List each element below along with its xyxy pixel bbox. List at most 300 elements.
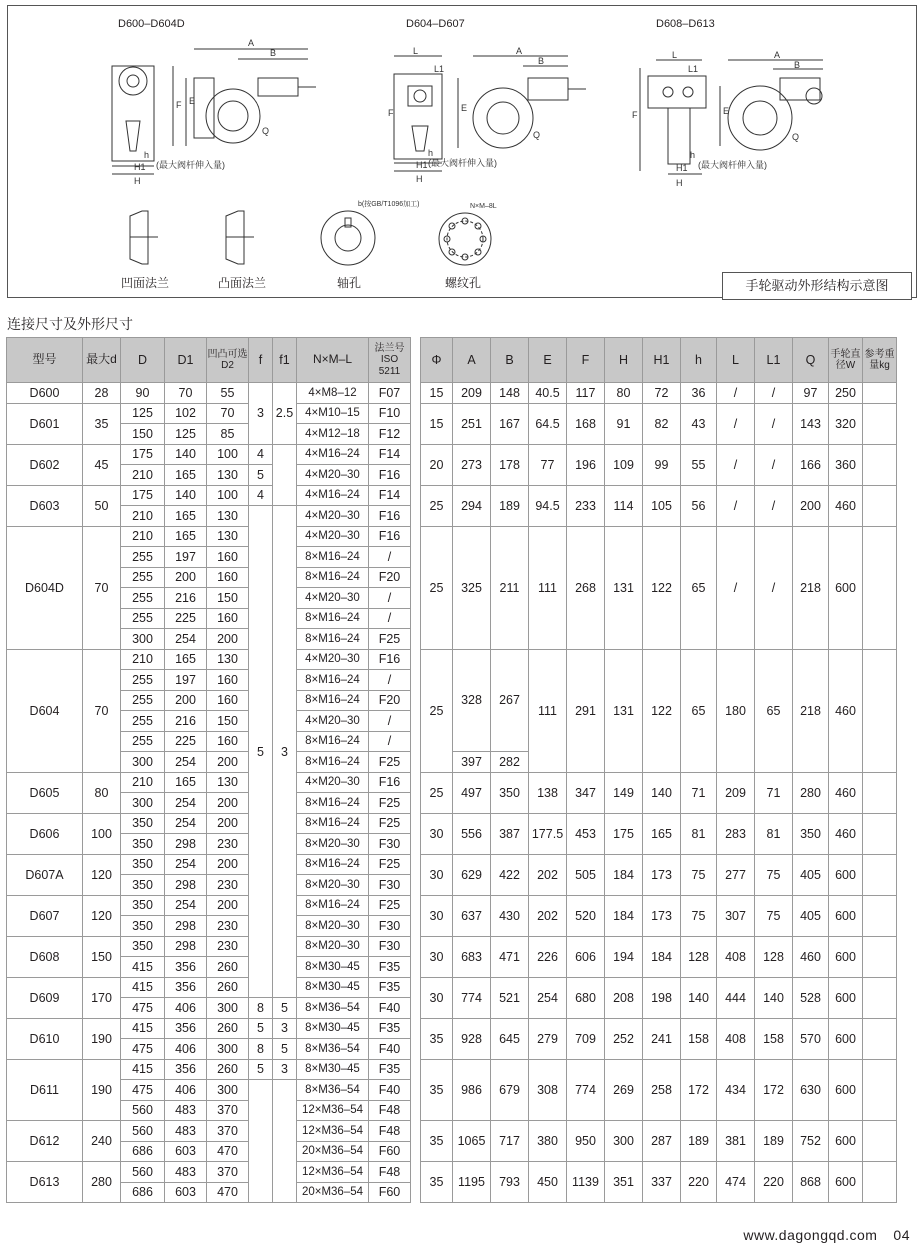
col-header: 手轮直径W [829,338,863,383]
col-header: E [529,338,567,383]
table-cell: 8 [249,1039,273,1060]
table-cell: 350 [121,916,165,937]
column-gap [411,338,421,383]
table-cell: 158 [755,1018,793,1059]
table-cell: 405 [793,854,829,895]
table-cell: 679 [491,1059,529,1121]
table-cell: 4×M8–12 [297,383,369,404]
table-cell: 165 [165,506,207,527]
table-cell: 70 [83,526,121,649]
table-cell: 200 [207,895,249,916]
table-cell: 131 [605,526,643,649]
table-cell: 165 [165,526,207,547]
table-cell: 25 [421,649,453,772]
table-cell: 686 [121,1141,165,1162]
col-header: 参考重量kg [863,338,897,383]
table-cell: 269 [605,1059,643,1121]
table-cell: 143 [793,403,829,444]
table-cell [249,1080,273,1203]
table-cell: 175 [121,485,165,506]
table-cell [863,1121,897,1162]
table-cell: 200 [207,752,249,773]
table-cell: 160 [207,547,249,568]
table-cell: 686 [121,1182,165,1203]
dim-H-3: H [676,178,683,188]
table-cell: F25 [369,895,411,916]
table-cell: 408 [717,936,755,977]
table-cell: 200 [165,567,207,588]
table-cell: 255 [121,690,165,711]
table-cell: 72 [643,383,681,404]
col-header: Φ [421,338,453,383]
table-cell: 240 [83,1121,121,1162]
table-cell: 320 [829,403,863,444]
table-cell: 255 [121,670,165,691]
table-cell: 406 [165,1039,207,1060]
table-cell: 165 [643,813,681,854]
table-cell: 475 [121,998,165,1019]
d1-handwheel [119,67,147,95]
table-cell: 356 [165,1059,207,1080]
table-cell: 20×M36–54 [297,1141,369,1162]
table-cell: 5 [249,1059,273,1080]
diagram-caption: 手轮驱动外形结构示意图 [722,272,912,300]
table-cell: 75 [755,854,793,895]
dim-L1-2: L1 [434,64,445,74]
table-cell: 178 [491,444,529,485]
col-header: B [491,338,529,383]
table-cell: F20 [369,567,411,588]
dim-B-1: B [270,48,277,58]
table-cell: 600 [829,1059,863,1121]
table-cell: 1195 [453,1162,491,1203]
table-cell: 140 [165,485,207,506]
table-cell: 20×M36–54 [297,1182,369,1203]
table-cell: 8×M16–24 [297,547,369,568]
table-cell: 65 [681,526,717,649]
dim-L1-3: L1 [688,64,699,74]
table-row [7,485,897,506]
cell-model: D606 [7,813,83,854]
table-cell: 140 [165,444,207,465]
table-cell: 291 [567,649,605,772]
table-row [7,854,897,875]
table-cell: 122 [643,649,681,772]
table-cell: 111 [529,649,567,772]
table-cell: 71 [755,772,793,813]
dim-H1-3: H1 [676,163,688,173]
table-cell: 683 [453,936,491,977]
cell-model: D601 [7,403,83,444]
table-cell: 4×M20–30 [297,526,369,547]
table-cell: 8×M16–24 [297,567,369,588]
table-cell: 415 [121,1059,165,1080]
dim-Q-3: Q [792,132,800,142]
col-header: f [249,338,273,383]
table-cell: F30 [369,916,411,937]
table-cell: 986 [453,1059,491,1121]
dim-E-3: E [723,106,730,116]
table-cell: 260 [207,957,249,978]
table-cell: 4×M16–24 [297,485,369,506]
table-cell: 197 [165,547,207,568]
table-cell: 629 [453,854,491,895]
table-cell: 125 [165,424,207,445]
table-cell: 81 [681,813,717,854]
table-cell: 8×M16–24 [297,895,369,916]
table-cell: 350 [121,895,165,916]
table-cell: 130 [207,526,249,547]
table-cell: 85 [207,424,249,445]
table-cell: 4×M20–30 [297,588,369,609]
table-cell: 325 [453,526,491,649]
table-cell: 255 [121,588,165,609]
table-cell: 328 [453,649,491,752]
table-cell: F30 [369,936,411,957]
dim-L-2: L [413,46,419,56]
table-cell: 483 [165,1121,207,1142]
table-cell: / [717,444,755,485]
table-cell [863,444,897,485]
table-cell: 279 [529,1018,567,1059]
table-cell: / [369,711,411,732]
table-cell: 190 [83,1018,121,1059]
stem-note-3: (最大阀杆伸入量) [698,160,767,170]
table-cell: 560 [121,1100,165,1121]
table-cell: 521 [491,977,529,1018]
table-cell: 255 [121,731,165,752]
col-header: H [605,338,643,383]
table-cell: 81 [755,813,793,854]
flange-convex-label: 凸面法兰 [218,276,267,290]
table-cell: 210 [121,506,165,527]
table-cell: 600 [829,1121,863,1162]
table-cell: / [369,670,411,691]
table-cell: F10 [369,403,411,424]
table-cell: 82 [643,403,681,444]
col-header: f1 [273,338,297,383]
table-row [7,895,897,916]
table-cell: 140 [643,772,681,813]
table-cell: 172 [681,1059,717,1121]
table-cell: 36 [681,383,717,404]
table-cell: 70 [165,383,207,404]
table-cell: 8×M20–30 [297,875,369,896]
dim-F-1: F [176,100,182,110]
table-cell: 680 [567,977,605,1018]
col-header: h [681,338,717,383]
table-cell: 160 [207,567,249,588]
table-cell: 258 [643,1059,681,1121]
table-cell: 28 [83,383,121,404]
table-cell: 167 [491,403,529,444]
table-cell: 70 [83,649,121,772]
table-cell: 520 [567,895,605,936]
table-cell: 210 [121,649,165,670]
table-cell: 287 [643,1121,681,1162]
table-cell: 5 [249,506,273,998]
table-cell: 148 [491,383,529,404]
table-cell: 774 [453,977,491,1018]
table-cell: 230 [207,875,249,896]
table-cell: 397 [453,752,491,773]
table-cell: 64.5 [529,403,567,444]
table-cell: 55 [681,444,717,485]
table-cell: 300 [121,752,165,773]
table-cell [863,936,897,977]
table-cell [863,1162,897,1203]
table-cell: 430 [491,895,529,936]
table-cell: 4×M20–30 [297,649,369,670]
table-cell: 337 [643,1162,681,1203]
table-cell: F16 [369,526,411,547]
table-cell: 80 [605,383,643,404]
table-cell: 200 [165,690,207,711]
table-cell: 356 [165,1018,207,1039]
table-cell: 170 [83,977,121,1018]
table-cell: 216 [165,588,207,609]
table-cell [863,977,897,1018]
table-cell: / [755,485,793,526]
table-cell: 298 [165,916,207,937]
table-cell: 370 [207,1100,249,1121]
table-cell: 197 [165,670,207,691]
table-cell: 12×M36–54 [297,1121,369,1142]
table-cell: / [369,588,411,609]
table-cell: 45 [83,444,121,485]
table-cell: 273 [453,444,491,485]
table-cell: 56 [681,485,717,526]
table-cell: 230 [207,916,249,937]
table-cell: 190 [83,1059,121,1121]
table-cell: 603 [165,1182,207,1203]
table-cell: 8×M16–24 [297,608,369,629]
table-cell: 370 [207,1162,249,1183]
table-cell: 202 [529,895,567,936]
table-cell: 55 [207,383,249,404]
table-cell: / [717,526,755,649]
table-cell: 434 [717,1059,755,1121]
table-cell: 255 [121,608,165,629]
table-cell: 308 [529,1059,567,1121]
table-cell: 230 [207,834,249,855]
table-cell: F30 [369,834,411,855]
cell-model: D611 [7,1059,83,1121]
table-row [7,772,897,793]
table-cell: 5 [273,998,297,1019]
table-cell: 5 [249,1018,273,1039]
table-cell: 71 [681,772,717,813]
table-cell: 8×M16–24 [297,690,369,711]
table-cell: 8×M30–45 [297,977,369,998]
table-cell: 1139 [567,1162,605,1203]
table-cell: F35 [369,977,411,998]
table-cell: 130 [207,465,249,486]
footer [743,1227,910,1243]
table-cell: 350 [121,834,165,855]
diagram-panel [7,5,917,298]
table-cell: F60 [369,1182,411,1203]
table-cell: 8×M36–54 [297,1080,369,1101]
table-cell: 793 [491,1162,529,1203]
col-header: Q [793,338,829,383]
table-cell: 8×M30–45 [297,957,369,978]
table-cell: 254 [165,793,207,814]
dim-H-2: H [416,174,423,184]
table-cell: 267 [491,649,529,752]
table-row [7,383,897,404]
table-cell: 225 [165,608,207,629]
table-cell: F14 [369,485,411,506]
table-cell: 475 [121,1080,165,1101]
table-cell: 600 [829,854,863,895]
table-cell: F35 [369,957,411,978]
dim-E-1: E [189,96,196,106]
table-cell: 408 [717,1018,755,1059]
table-cell: 165 [165,465,207,486]
table-cell: 8×M30–45 [297,1018,369,1039]
table-cell: 307 [717,895,755,936]
table-cell: 35 [421,1018,453,1059]
table-cell: / [755,383,793,404]
table-cell: 600 [829,1018,863,1059]
table-cell: 752 [793,1121,829,1162]
table-cell: F16 [369,772,411,793]
table-cell [863,383,897,404]
table-cell: 12×M36–54 [297,1100,369,1121]
table-cell: 254 [165,752,207,773]
table-cell: 3 [249,383,273,445]
dim-h-3: h [690,150,696,160]
table-cell: 130 [207,506,249,527]
table-cell: 560 [121,1121,165,1142]
table-cell: 268 [567,526,605,649]
table-cell [863,772,897,813]
table-row [7,1059,897,1080]
table-cell: F25 [369,629,411,650]
table-cell: 460 [829,485,863,526]
table-cell: 444 [717,977,755,1018]
table-cell: 351 [605,1162,643,1203]
cell-model: D602 [7,444,83,485]
cell-model: D608 [7,936,83,977]
table-cell: F25 [369,854,411,875]
table-cell: 603 [165,1141,207,1162]
table-cell: 114 [605,485,643,526]
table-cell: 8×M16–24 [297,670,369,691]
table-cell: 4 [249,444,273,465]
table-cell: F20 [369,690,411,711]
table-cell: 556 [453,813,491,854]
table-cell [273,444,297,506]
table-cell: 189 [681,1121,717,1162]
table-cell: F16 [369,506,411,527]
table-cell: 128 [755,936,793,977]
table-cell: F48 [369,1162,411,1183]
col-header: H1 [643,338,681,383]
stem-note-1: (最大阀杆伸入量) [156,160,225,170]
table-cell: 189 [491,485,529,526]
table-cell: / [755,444,793,485]
col-header: N×M–L [297,338,369,383]
table-cell: / [755,526,793,649]
table-cell: 35 [421,1059,453,1121]
col-header: L1 [755,338,793,383]
table-cell: 120 [83,895,121,936]
table-cell: F48 [369,1121,411,1142]
table-cell [273,1080,297,1203]
table-cell: 4×M20–30 [297,465,369,486]
table-cell: 200 [207,813,249,834]
dim-H-1: H [134,176,141,186]
col-header: 最大d [83,338,121,383]
table-cell: 180 [717,649,755,772]
table-cell: 117 [567,383,605,404]
table-cell: 406 [165,1080,207,1101]
table-cell: 600 [829,526,863,649]
table-cell: 474 [717,1162,755,1203]
table-cell: 198 [643,977,681,1018]
flange-concave-label: 凹面法兰 [121,276,170,290]
table-cell: 300 [121,793,165,814]
cell-model: D607A [7,854,83,895]
table-cell: 360 [829,444,863,485]
table-cell: 350 [491,772,529,813]
table-cell: 216 [165,711,207,732]
table-cell [863,1059,897,1121]
table-cell: 194 [605,936,643,977]
table-cell: 8×M16–24 [297,793,369,814]
table-cell: 298 [165,936,207,957]
shaft-hole-drawing [321,211,375,265]
table-cell: 774 [567,1059,605,1121]
table-cell [863,895,897,936]
table-cell: 184 [643,936,681,977]
table-cell: 202 [529,854,567,895]
table-cell: 405 [793,895,829,936]
d1-side-body [112,66,154,161]
table-cell: 15 [421,403,453,444]
table-cell: 255 [121,711,165,732]
table-cell: 109 [605,444,643,485]
table-cell: 560 [121,1162,165,1183]
table-cell: 40.5 [529,383,567,404]
table-cell: 210 [121,526,165,547]
table-cell: 8×M20–30 [297,936,369,957]
dim-B-3: B [794,60,801,70]
table-cell: 8×M16–24 [297,752,369,773]
table-cell: 294 [453,485,491,526]
dim-h-2: h [428,148,434,158]
table-cell: 130 [207,649,249,670]
table-cell: 300 [207,1039,249,1060]
table-cell: 100 [207,485,249,506]
table-cell: 8×M16–24 [297,854,369,875]
table-cell: 25 [421,485,453,526]
table-cell [863,485,897,526]
dim-F-2: F [388,108,394,118]
table-cell: 415 [121,957,165,978]
table-cell: 471 [491,936,529,977]
table-cell: 8×M20–30 [297,916,369,937]
table-row [7,813,897,834]
table-cell: / [369,547,411,568]
col-header: 型号 [7,338,83,383]
table-cell: 350 [121,936,165,957]
table-cell: 158 [681,1018,717,1059]
dim-Q-2: Q [533,130,541,140]
table-cell: F60 [369,1141,411,1162]
